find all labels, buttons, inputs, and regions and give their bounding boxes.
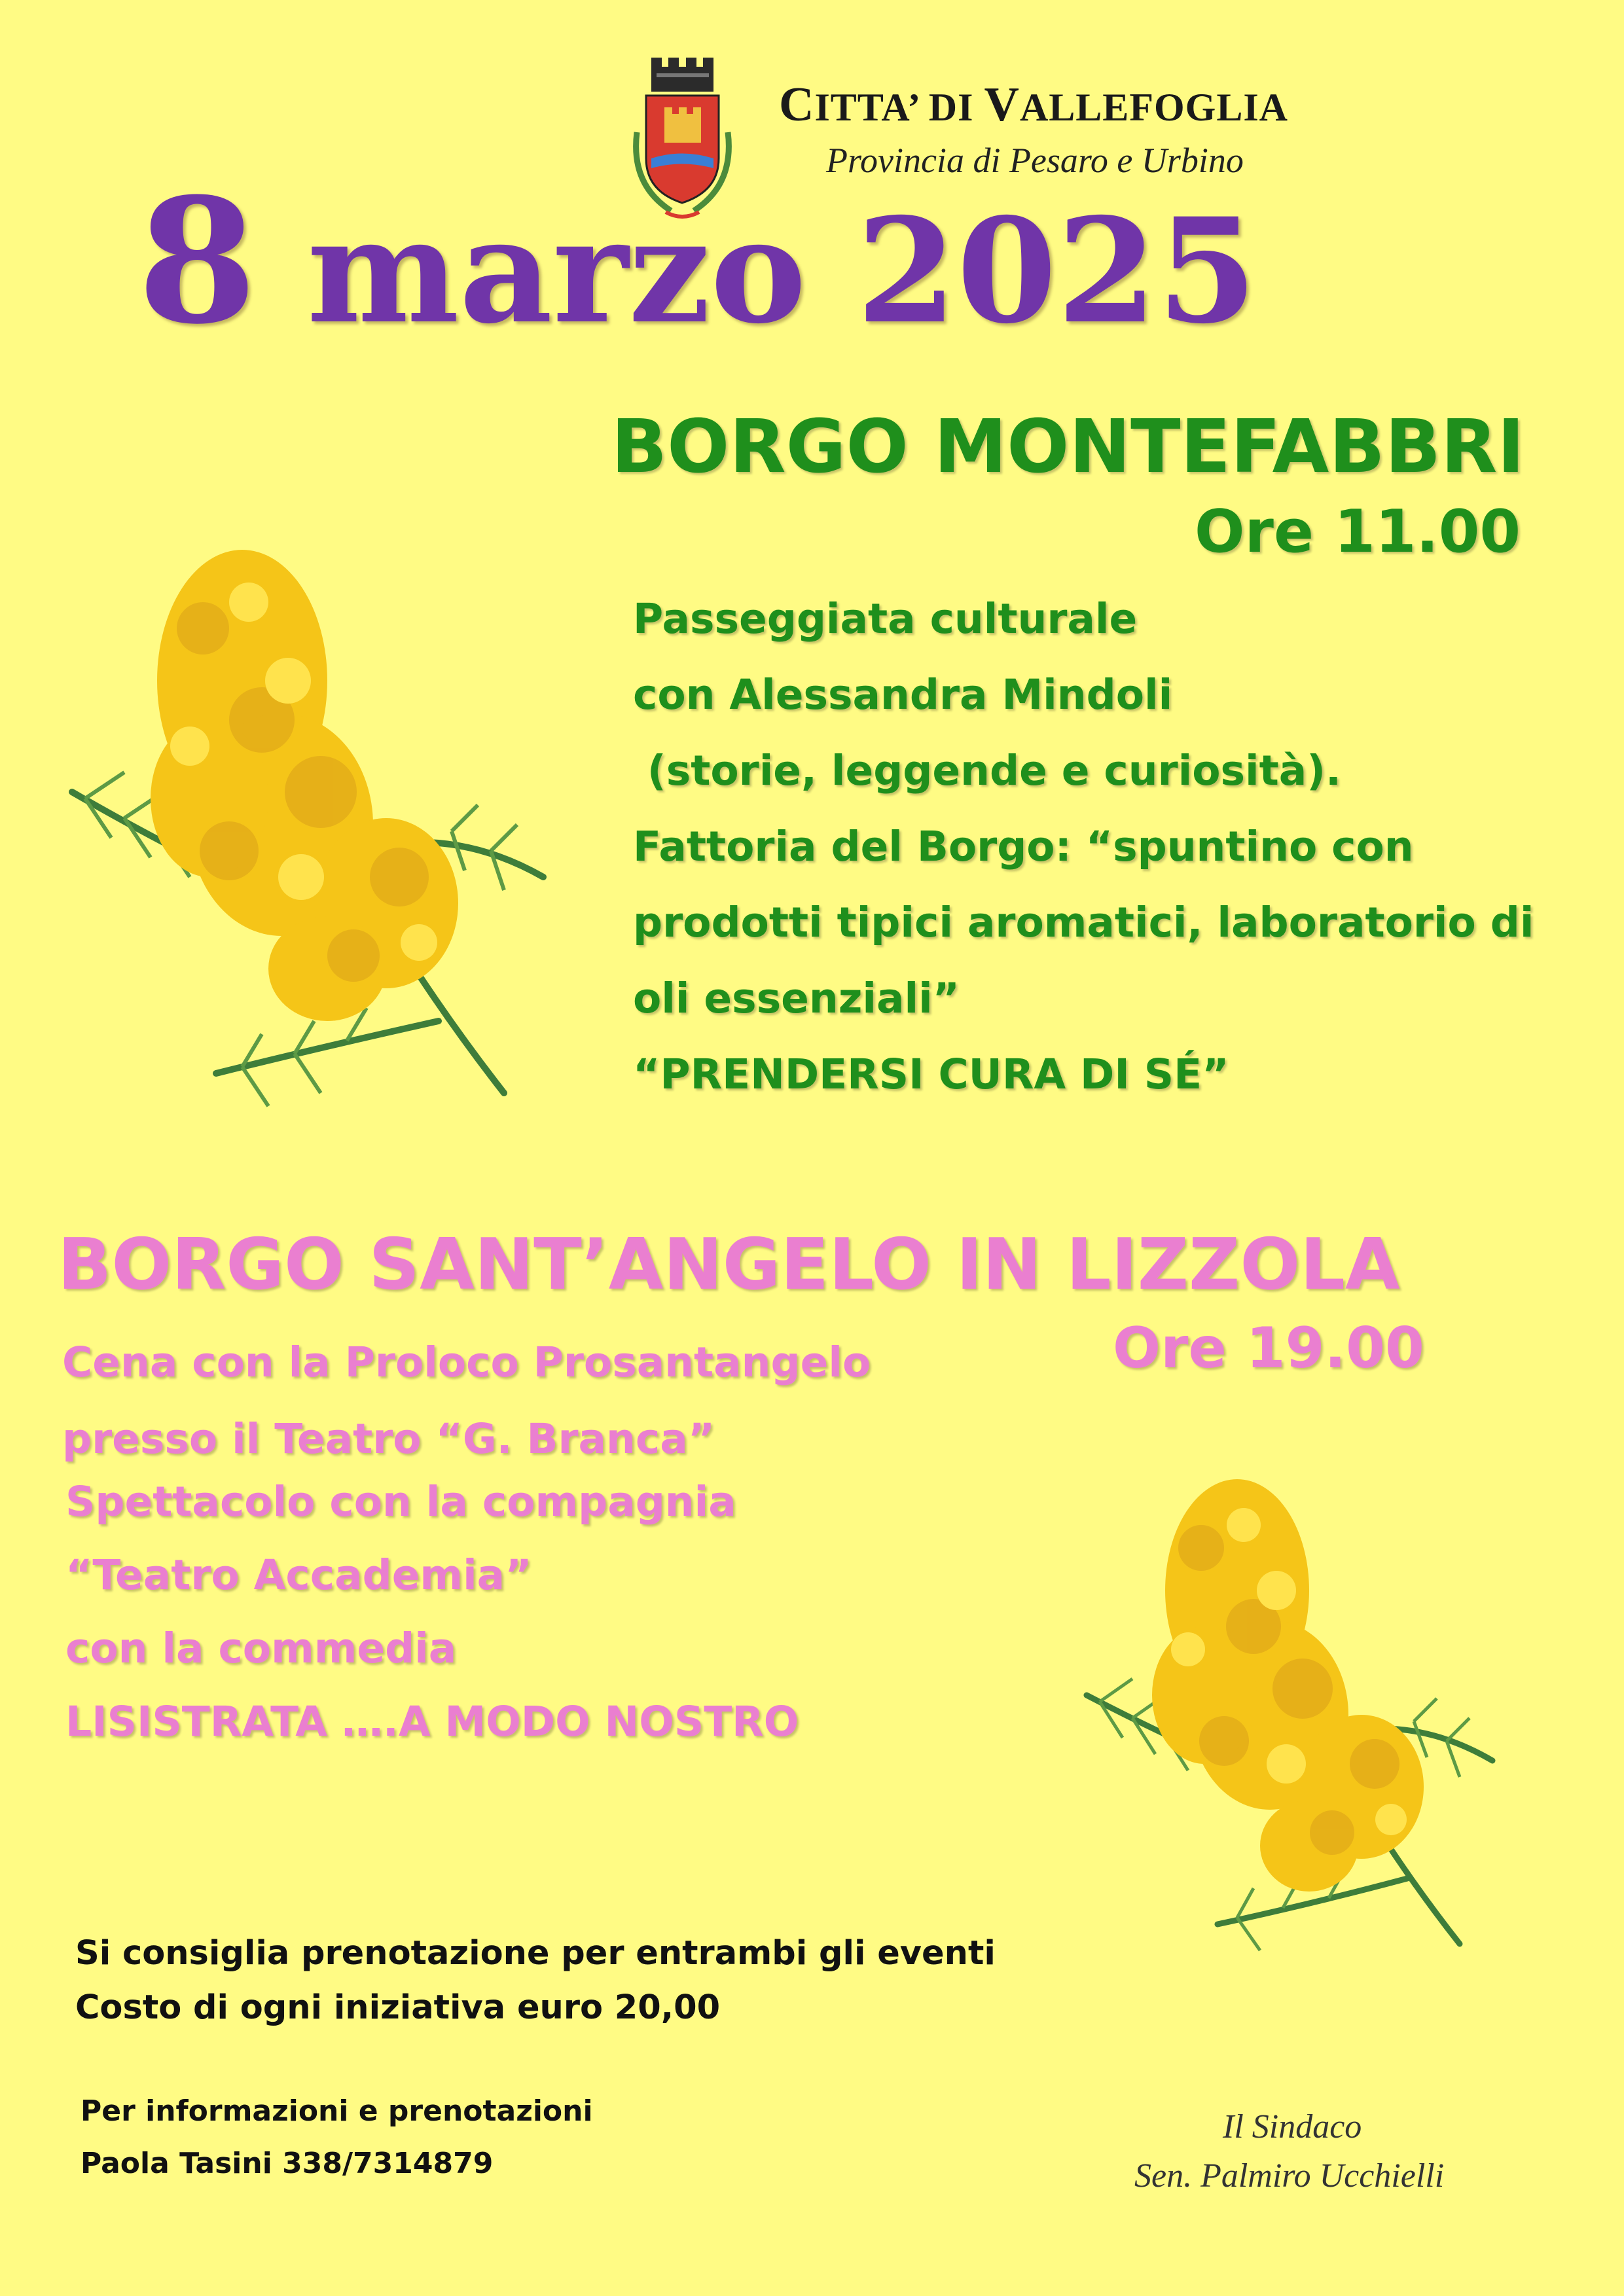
event-date: 8 marzo 2025	[137, 160, 1257, 362]
montefabbri-line: “PRENDERSI CURA DI SÉ”	[633, 1050, 1229, 1098]
montefabbri-line: Passeggiata culturale	[633, 595, 1138, 643]
santangelo-line: Cena con la Proloco Prosantangelo	[62, 1338, 871, 1386]
cost-note: Costo di ogni iniziativa euro 20,00	[75, 1988, 721, 2027]
montefabbri-line: con Alessandra Mindoli	[633, 671, 1173, 719]
montefabbri-line: (storie, leggende e curiosità).	[633, 747, 1341, 795]
mimosa-flower-image-right	[1060, 1420, 1506, 1990]
mimosa-flower-image-left	[46, 484, 569, 1145]
montefabbri-title: BORGO MONTEFABBRI	[611, 404, 1525, 490]
montefabbri-line: Fattoria del Borgo: “spuntino con	[633, 823, 1414, 870]
santangelo-line: “Teatro Accademia”	[65, 1551, 532, 1599]
santangelo-line: LISISTRATA ….A MODO NOSTRO	[65, 1698, 799, 1746]
mayor-name: Sen. Palmiro Ucchielli	[1134, 2157, 1445, 2195]
montefabbri-line: prodotti tipici aromatici, laboratorio di	[633, 899, 1534, 946]
santangelo-time: Ore 19.00	[1113, 1316, 1424, 1381]
montefabbri-time: Ore 11.00	[1195, 497, 1521, 566]
province-name: Provincia di Pesaro e Urbino	[826, 141, 1244, 180]
montefabbri-description	[633, 581, 1534, 1113]
city-name: CITTA’ DI VALLEFOGLIA	[779, 78, 1289, 132]
santangelo-line: con la commedia	[65, 1624, 457, 1672]
santangelo-title: BORGO SANT’ANGELO IN LIZZOLA	[58, 1224, 1400, 1306]
booking-note: Si consiglia prenotazione per entrambi gli eventi	[75, 1934, 996, 1973]
contact-label: Per informazioni e prenotazioni	[81, 2094, 593, 2128]
santangelo-line: Spettacolo con la compagnia	[65, 1478, 736, 1526]
santangelo-line: presso il Teatro “G. Branca”	[62, 1415, 715, 1463]
contact-person: Paola Tasini 338/7314879	[81, 2147, 494, 2180]
montefabbri-line: oli essenziali”	[633, 975, 960, 1022]
mayor-role: Il Sindaco	[1223, 2108, 1362, 2145]
